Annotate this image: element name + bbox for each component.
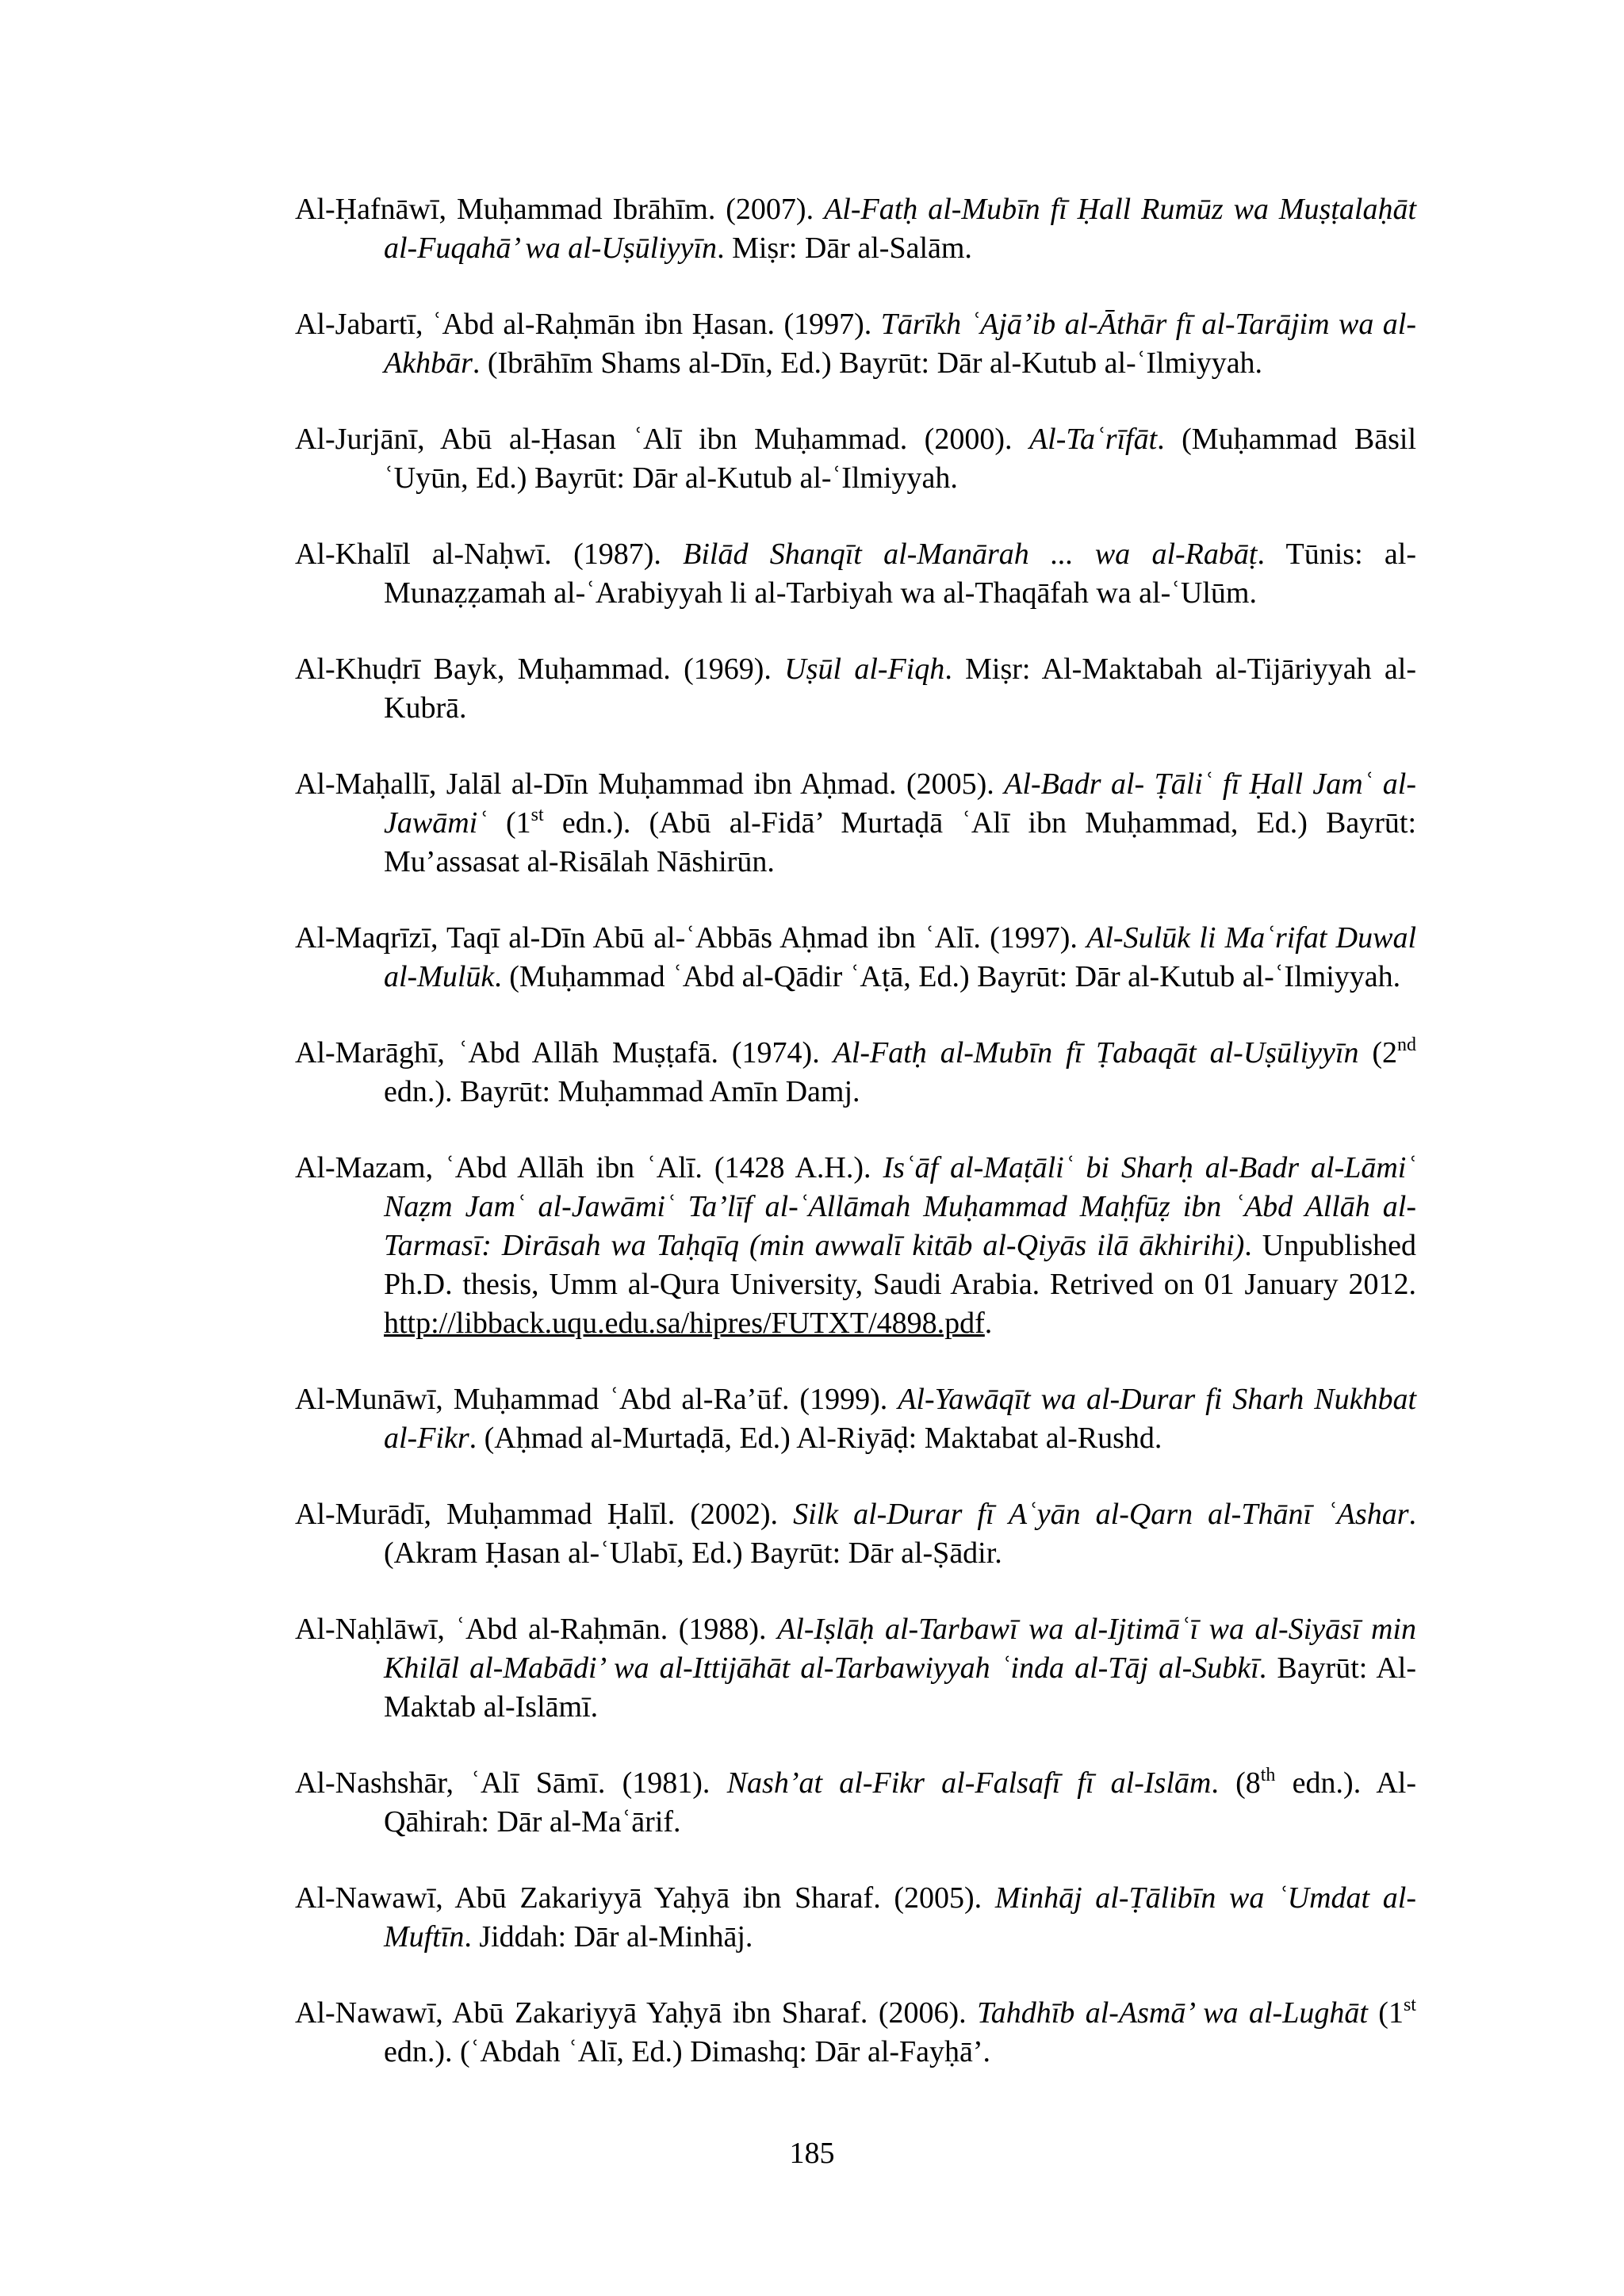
reference-author-year: Al-Mazam, ʿAbd Allāh ibn ʿAlī. (1428 A.H.). — [295, 1151, 883, 1184]
reference-end-punctuation: . — [984, 1307, 993, 1340]
reference-entry — [295, 1380, 1416, 1458]
reference-edition: . (8 — [1211, 1766, 1261, 1800]
reference-author-year: Al-Naḥlāwī, ʿAbd al-Raḥmān. (1988). — [295, 1613, 778, 1646]
reference-title: Minhāj al-Ṭālibīn wa ʿUmdat al-Muftīn — [384, 1881, 1416, 1954]
reference-title: Uṣūl al-Fiqh — [784, 652, 945, 686]
bibliography-list — [295, 190, 1416, 2109]
reference-author-year: Al-Jurjānī, Abū al-Ḥasan ʿAlī ibn Muḥammad. (2000). — [295, 423, 1029, 456]
reference-publication: . (Aḥmad al-Murtaḍā, Ed.) Al-Riyāḍ: Maktabat al-Rushd. — [469, 1422, 1162, 1455]
reference-edition: (2 — [1358, 1036, 1397, 1070]
thesis-pdf-link[interactable]: http://libback.uqu.edu.sa/hipres/FUTXT/4898.pdf — [384, 1307, 985, 1340]
reference-title: Al-Iṣlāḥ al-Tarbawī wa al-Ijtimāʿī wa al-Siyāsī min Khilāl al-Mabādi’ wa al-Ittijāhāt al-Tarbawiyyah ʿinda al-Tāj al-Subkī — [384, 1613, 1416, 1685]
reference-entry — [295, 1034, 1416, 1112]
reference-edition: (1 — [487, 806, 531, 840]
edition-ordinal-suffix: st — [530, 805, 544, 825]
reference-entry — [295, 190, 1416, 268]
reference-publication: . (Akram Ḥasan al-ʿUlabī, Ed.) Bayrūt: Dār al-Ṣādir. — [384, 1498, 1416, 1570]
edition-ordinal-suffix: nd — [1397, 1035, 1416, 1055]
reference-title: Bilād Shanqīt al-Manārah ... wa al-Rabāṭ — [683, 538, 1258, 571]
reference-author-year: Al-Khalīl al-Naḥwī. (1987). — [295, 538, 684, 571]
reference-entry — [295, 765, 1416, 882]
reference-title: Al-Fatḥ al-Mubīn fī Ṭabaqāt al-Uṣūliyyīn — [833, 1036, 1359, 1070]
reference-publication: . (Ibrāhīm Shams al-Dīn, Ed.) Bayrūt: Dār al-Kutub al-ʿIlmiyyah. — [472, 346, 1263, 380]
reference-entry — [295, 1610, 1416, 1727]
reference-title: Al-Yawāqīt wa al-Durar fi Sharh Nukhbat al-Fikr — [384, 1383, 1417, 1455]
reference-author-year: Al-Ḥafnāwī, Muḥammad Ibrāhīm. (2007). — [295, 193, 825, 226]
reference-title: Tārīkh ʿAjā’ib al-Āthār fī al-Tarājim wa al-Akhbār — [384, 308, 1416, 380]
reference-publication: edn.). (ʿAbdah ʿAlī, Ed.) Dimashq: Dār al-Fayḥā’. — [384, 2035, 991, 2068]
reference-entry — [295, 1149, 1416, 1343]
reference-author-year: Al-Munāwī, Muḥammad ʿAbd al-Ra’ūf. (1999). — [295, 1383, 898, 1416]
reference-edition: (1 — [1367, 1996, 1404, 2030]
reference-title: Silk al-Durar fī Aʿyān al-Qarn al-Thānī ʿAshar — [793, 1498, 1409, 1531]
reference-publication: . Miṣr: Al-Maktabah al-Tijāriyyah al-Kubrā. — [384, 652, 1416, 725]
reference-publication: . Unpublished Ph.D. thesis, Umm al-Qura University, Saudi Arabia. Retrived on 01 January 2012. — [384, 1229, 1416, 1301]
reference-publication: edn.). (Abū al-Fidā’ Murtaḍā ʿAlī ibn Muḥammad, Ed.) Bayrūt: Mu’assasat al-Risālah Nāshirūn. — [384, 806, 1416, 878]
reference-publication: . (Muḥammad ʿAbd al-Qādir ʿAṭā, Ed.) Bayrūt: Dār al-Kutub al-ʿIlmiyyah. — [494, 960, 1401, 993]
page-number: 185 — [789, 2137, 835, 2170]
reference-entry — [295, 919, 1416, 997]
reference-entry — [295, 1495, 1416, 1573]
reference-author-year: Al-Khuḍrī Bayk, Muḥammad. (1969). — [295, 652, 785, 686]
reference-entry — [295, 1764, 1416, 1842]
reference-author-year: Al-Nashshār, ʿAlī Sāmī. (1981). — [295, 1766, 727, 1800]
reference-entry — [295, 1994, 1416, 2072]
reference-title: Al-Sulūk li Maʿrifat Duwal al-Mulūk — [384, 921, 1417, 993]
reference-publication: . Bayrūt: Al-Maktab al-Islāmī. — [384, 1651, 1417, 1724]
reference-entry — [295, 1879, 1416, 1957]
reference-author-year: Al-Nawawī, Abū Zakariyyā Yaḥyā ibn Sharaf. (2005). — [295, 1881, 995, 1915]
edition-ordinal-suffix: th — [1260, 1765, 1276, 1785]
reference-entry — [295, 420, 1416, 498]
reference-title: Isʿāf al-Maṭāliʿ bi Sharḥ al-Badr al-Lāmiʿ Naẓm Jamʿ al-Jawāmiʿ Ta’līf al-ʿAllāmah Muḥammad Maḥfūẓ ibn ʿAbd Allāh al-Tarmasī: Dirāsah wa Taḥqīq (min awwalī kitāb al-Qiyās ilā ākhirihi) — [384, 1151, 1417, 1262]
reference-publication: . Miṣr: Dār al-Salām. — [717, 232, 972, 265]
reference-publication: edn.). Al-Qāhirah: Dār al-Maʿārif. — [384, 1766, 1417, 1839]
reference-author-year: Al-Murādī, Muḥammad Ḥalīl. (2002). — [295, 1498, 794, 1531]
reference-entry — [295, 650, 1416, 728]
reference-entry — [295, 305, 1416, 383]
reference-entry — [295, 535, 1416, 613]
reference-publication: . Jiddah: Dār al-Minhāj. — [464, 1920, 753, 1954]
reference-author-year: Al-Nawawī, Abū Zakariyyā Yaḥyā ibn Sharaf. (2006). — [295, 1996, 978, 2030]
edition-ordinal-suffix: st — [1403, 1995, 1416, 2015]
reference-title: Nash’at al-Fikr al-Falsafī fī al-Islām — [726, 1766, 1212, 1800]
reference-title: Al-Fatḥ al-Mubīn fī Ḥall Rumūz wa Muṣṭalaḥāt al-Fuqahā’ wa al-Uṣūliyyīn — [384, 193, 1417, 265]
reference-title: Al-Taʿrīfāt — [1028, 423, 1158, 456]
reference-publication: edn.). Bayrūt: Muḥammad Amīn Damj. — [384, 1075, 860, 1108]
reference-author-year: Al-Maqrīzī, Taqī al-Dīn Abū al-ʿAbbās Aḥmad ibn ʿAlī. (1997). — [295, 921, 1087, 955]
reference-publication: . (Muḥammad Bāsil ʿUyūn, Ed.) Bayrūt: Dār al-Kutub al-ʿIlmiyyah. — [384, 423, 1416, 495]
reference-publication: . Tūnis: al-Munaẓẓamah al-ʿArabiyyah li al-Tarbiyah wa al-Thaqāfah wa al-ʿUlūm. — [384, 538, 1416, 610]
reference-author-year: Al-Marāghī, ʿAbd Allāh Muṣṭafā. (1974). — [295, 1036, 833, 1070]
reference-title: Tahdhīb al-Asmā’ wa al-Lughāt — [977, 1996, 1368, 2030]
reference-author-year: Al-Maḥallī, Jalāl al-Dīn Muḥammad ibn Aḥmad. (2005). — [295, 767, 1005, 801]
reference-author-year: Al-Jabartī, ʿAbd al-Raḥmān ibn Ḥasan. (1997). — [295, 308, 881, 341]
reference-title: Al-Badr al- Ṭāliʿ fī Ḥall Jamʿ al-Jawāmiʿ — [384, 767, 1416, 840]
